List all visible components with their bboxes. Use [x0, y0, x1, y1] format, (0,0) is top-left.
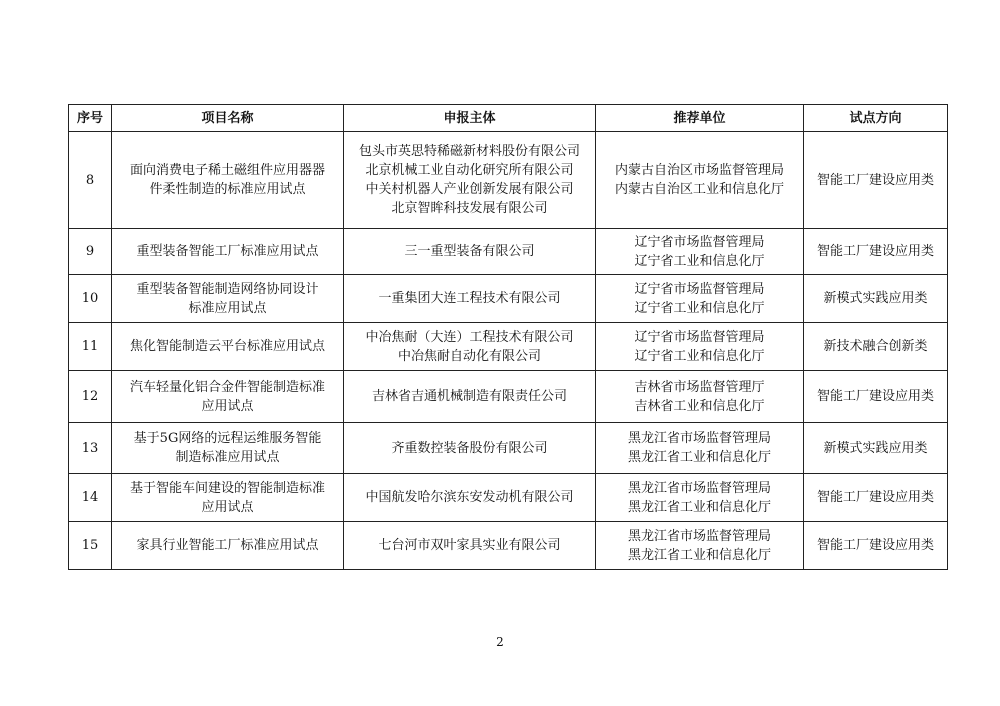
table-row — [69, 229, 948, 275]
applicant-line: 一重集团大连工程技术有限公司 — [378, 291, 561, 306]
applicant-line: 中关村机器人产业创新发展有限公司 — [365, 182, 574, 197]
name-line: 面向消费电子稀土磁组件应用器器 — [129, 163, 325, 178]
applicant-line: 中冶焦耐（大连）工程技术有限公司 — [365, 329, 574, 345]
recommender-line: 内蒙古自治区市场监督管理局 — [614, 163, 784, 178]
cell-recommender — [596, 229, 804, 275]
table-row — [69, 323, 948, 371]
name-line: 重型装备智能制造网络协同设计 — [136, 281, 319, 297]
cell-index: 10 — [69, 275, 112, 323]
name-line: 应用试点 — [201, 398, 254, 414]
applicant-line: 三一重型装备有限公司 — [404, 244, 535, 259]
cell-index: 11 — [69, 323, 112, 371]
name-line: 件柔性制造的标准应用试点 — [149, 182, 306, 197]
recommender-line: 辽宁省市场监督管理局 — [634, 329, 765, 345]
cell-applicant — [344, 132, 596, 229]
recommender-line: 辽宁省工业和信息化厅 — [634, 300, 765, 316]
header-recommender: 推荐单位 — [596, 105, 804, 132]
cell-recommender — [596, 323, 804, 371]
recommender-line: 内蒙古自治区工业和信息化厅 — [614, 182, 784, 197]
cell-applicant — [344, 474, 596, 522]
applicant-line: 齐重数控装备股份有限公司 — [391, 440, 548, 456]
cell-index: 15 — [69, 522, 112, 570]
cell-pilot-direction: 智能工厂建设应用类 — [804, 132, 948, 229]
name-line: 汽车轻量化铝合金件智能制造标准 — [129, 379, 325, 395]
recommender-line: 黑龙江省工业和信息化厅 — [627, 450, 771, 465]
header-index: 序号 — [69, 105, 112, 132]
applicant-line: 七台河市双叶家具实业有限公司 — [378, 538, 561, 553]
cell-project-name — [112, 275, 344, 323]
cell-index: 14 — [69, 474, 112, 522]
recommender-line: 辽宁省市场监督管理局 — [634, 234, 765, 250]
cell-recommender — [596, 522, 804, 570]
cell-applicant — [344, 522, 596, 570]
cell-applicant — [344, 275, 596, 323]
applicant-line: 中国航发哈尔滨东安发动机有限公司 — [365, 490, 574, 505]
cell-index: 13 — [69, 423, 112, 474]
cell-recommender — [596, 371, 804, 423]
cell-recommender — [596, 474, 804, 522]
recommender-line: 吉林省市场监督管理厅 — [634, 379, 765, 395]
recommender-line: 黑龙江省工业和信息化厅 — [627, 547, 771, 563]
recommender-line: 辽宁省市场监督管理局 — [634, 281, 765, 297]
cell-applicant — [344, 423, 596, 474]
cell-index: 12 — [69, 371, 112, 423]
cell-recommender — [596, 132, 804, 229]
cell-project-name — [112, 474, 344, 522]
name-line: 应用试点 — [201, 499, 254, 515]
table-row — [69, 474, 948, 522]
table-body — [69, 132, 948, 570]
cell-pilot-direction: 智能工厂建设应用类 — [804, 371, 948, 423]
table-row — [69, 423, 948, 474]
recommender-line: 黑龙江省市场监督管理局 — [627, 480, 771, 496]
cell-project-name — [112, 229, 344, 275]
recommender-line: 黑龙江省工业和信息化厅 — [627, 499, 771, 515]
cell-project-name — [112, 522, 344, 570]
table-row — [69, 371, 948, 423]
cell-project-name — [112, 371, 344, 423]
cell-recommender — [596, 423, 804, 474]
header-applicant: 申报主体 — [344, 105, 596, 132]
cell-project-name — [112, 323, 344, 371]
table-row — [69, 275, 948, 323]
recommender-line: 辽宁省工业和信息化厅 — [634, 348, 765, 364]
cell-applicant — [344, 229, 596, 275]
header-pilot-direction: 试点方向 — [804, 105, 948, 132]
cell-recommender — [596, 275, 804, 323]
table-row — [69, 132, 948, 229]
applicant-line: 中冶焦耐自动化有限公司 — [397, 348, 541, 364]
applicant-line: 包头市英思特稀磁新材料股份有限公司 — [358, 144, 580, 159]
recommender-line: 黑龙江省市场监督管理局 — [627, 528, 771, 544]
name-line: 标准应用试点 — [188, 300, 267, 316]
cell-pilot-direction: 智能工厂建设应用类 — [804, 474, 948, 522]
recommender-line: 辽宁省工业和信息化厅 — [634, 253, 765, 269]
cell-applicant — [344, 323, 596, 371]
name-line: 基于5G网络的远程运维服务智能 — [133, 431, 322, 446]
cell-pilot-direction: 新模式实践应用类 — [804, 275, 948, 323]
header-project-name: 项目名称 — [112, 105, 344, 132]
recommender-line: 黑龙江省市场监督管理局 — [627, 431, 771, 446]
name-line: 家具行业智能工厂标准应用试点 — [136, 538, 319, 553]
cell-pilot-direction: 智能工厂建设应用类 — [804, 229, 948, 275]
applicant-line: 吉林省吉通机械制造有限责任公司 — [371, 389, 567, 404]
cell-index: 8 — [69, 132, 112, 229]
name-line: 重型装备智能工厂标准应用试点 — [136, 244, 319, 259]
name-line: 焦化智能制造云平台标准应用试点 — [129, 339, 325, 354]
table-header-row — [69, 105, 948, 132]
pilot-projects-table — [68, 104, 948, 570]
cell-applicant — [344, 371, 596, 423]
cell-pilot-direction: 新模式实践应用类 — [804, 423, 948, 474]
cell-pilot-direction: 智能工厂建设应用类 — [804, 522, 948, 570]
cell-index: 9 — [69, 229, 112, 275]
cell-project-name — [112, 132, 344, 229]
page-number: 2 — [496, 635, 504, 649]
name-line: 基于智能车间建设的智能制造标准 — [129, 480, 325, 496]
cell-project-name — [112, 423, 344, 474]
cell-pilot-direction: 新技术融合创新类 — [804, 323, 948, 371]
applicant-line: 北京机械工业自动化研究所有限公司 — [365, 163, 574, 178]
table-row — [69, 522, 948, 570]
recommender-line: 吉林省工业和信息化厅 — [634, 398, 765, 414]
applicant-line: 北京智眸科技发展有限公司 — [391, 201, 548, 216]
name-line: 制造标准应用试点 — [175, 450, 280, 465]
